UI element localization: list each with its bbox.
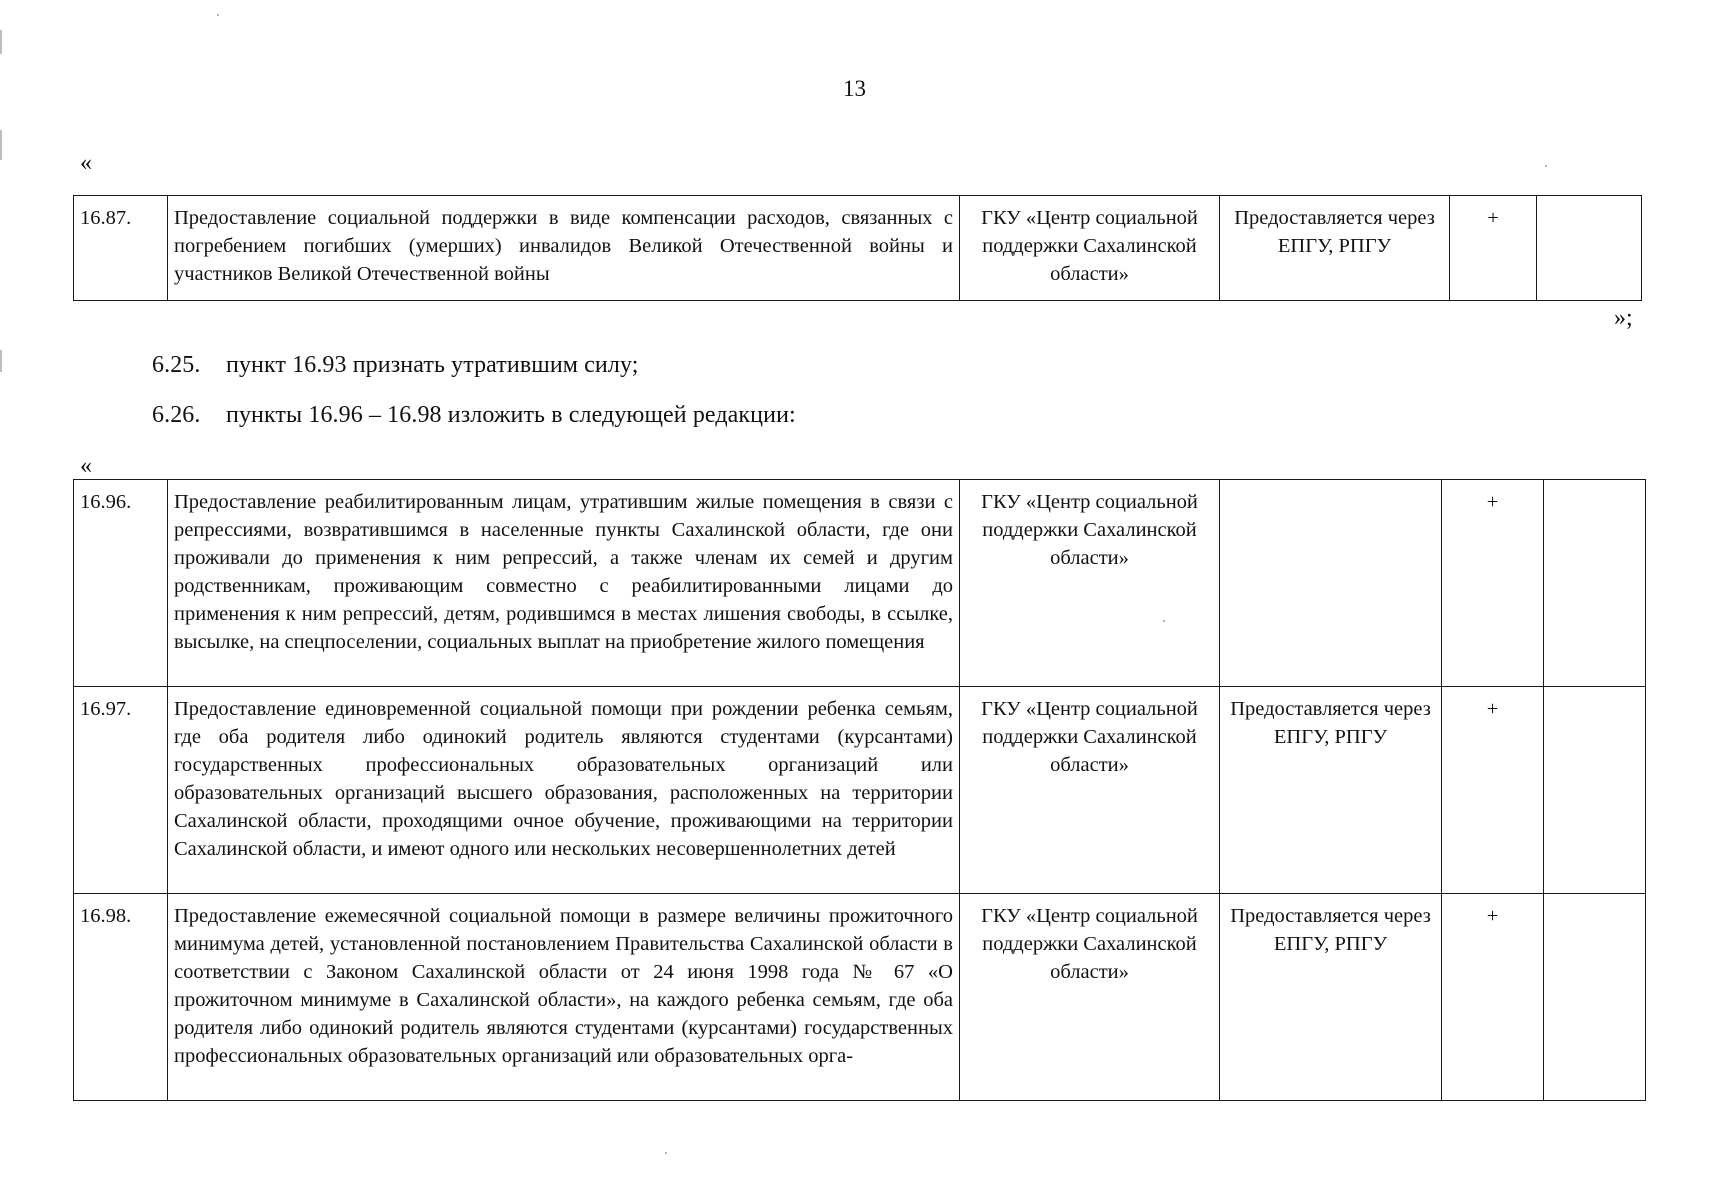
service-name: Предоставление социальной поддержки в виде компенсации расходов, связанных с погребением погибших (умерших) инвалидов Великой Отечественной войны и участников Великой Отечественной войны: [168, 196, 960, 301]
table-row: [74, 687, 1646, 894]
paragraph: [152, 352, 639, 379]
paragraph-text: пункты 16.96 – 16.98 изложить в следующей редакции:: [226, 402, 796, 428]
service-name: Предоставление единовременной социальной помощи при рождении ребенка семьям, где оба родителя либо одинокий родитель являются студентами (курсантами) государственных профессиональных образовательных организаций или образовательных организаций высшего образования, расположенных на территории Сахалинской области, проходящими очное обучение, проживающими на территории Сахалинской области, и имеют одного или нескольких несовершеннолетних детей: [168, 687, 960, 894]
paragraph-number: 6.26.: [152, 402, 201, 428]
availability-mark: +: [1450, 196, 1537, 301]
service-name: Предоставление ежемесячной социальной помощи в размере величины прожиточного минимума детей, установленной постановлением Правительства Сахалинской области в соответствии с Законом Сахалинской области от 24 июня 1998 года № 67 «О прожиточном минимуме в Сахалинской области», на каждого ребенка семьям, где оба родителя либо одинокий родитель являются студентами (курсантами) государственных профессиональных образовательных организаций или образовательных орга-: [168, 894, 960, 1101]
row-number: 16.98.: [74, 894, 168, 1101]
row-number: 16.96.: [74, 480, 168, 687]
close-quote: »;: [1614, 305, 1633, 331]
scan-edge-mark: [0, 30, 2, 54]
empty-cell: [1537, 196, 1642, 301]
availability-mark: +: [1442, 687, 1544, 894]
scan-edge-mark: [0, 350, 2, 372]
scan-speck: [1545, 165, 1547, 167]
paragraph: [152, 402, 796, 429]
service-organization: ГКУ «Центр социальной поддержки Сахалинской области»: [960, 687, 1220, 894]
scan-speck: [217, 14, 219, 16]
portal-availability: Предоставляется через ЕПГУ, РПГУ: [1220, 687, 1442, 894]
portal-availability: [1220, 480, 1442, 687]
scan-speck: [665, 1152, 667, 1154]
portal-availability: Предоставляется через ЕПГУ, РПГУ: [1220, 894, 1442, 1101]
table-row: [74, 196, 1642, 301]
availability-mark: +: [1442, 894, 1544, 1101]
services-table-1: [73, 195, 1642, 301]
row-number: 16.87.: [74, 196, 168, 301]
table-row: [74, 894, 1646, 1101]
open-quote: «: [80, 150, 92, 176]
row-number: 16.97.: [74, 687, 168, 894]
service-organization: ГКУ «Центр социальной поддержки Сахалинской области»: [960, 480, 1220, 687]
empty-cell: [1544, 480, 1646, 687]
scan-edge-mark: [0, 130, 2, 160]
availability-mark: +: [1442, 480, 1544, 687]
empty-cell: [1544, 894, 1646, 1101]
empty-cell: [1544, 687, 1646, 894]
table-row: [74, 480, 1646, 687]
open-quote: «: [80, 453, 92, 479]
portal-availability: Предоставляется через ЕПГУ, РПГУ: [1220, 196, 1450, 301]
service-organization: ГКУ «Центр социальной поддержки Сахалинской области»: [960, 196, 1220, 301]
service-organization: ГКУ «Центр социальной поддержки Сахалинской области»: [960, 894, 1220, 1101]
paragraph-number: 6.25.: [152, 352, 201, 378]
page-number: 13: [843, 76, 866, 101]
service-name: Предоставление реабилитированным лицам, утратившим жилые помещения в связи с репрессиями, возвратившимся в населенные пункты Сахалинской области, где они проживали до применения к ним репрессий, а также членам их семей и другим родственникам, проживающим совместно с реабилитированными лицами до применения к ним репрессий, детям, родившимся в местах лишения свободы, в ссылке, высылке, на спецпоселении, социальных выплат на приобретение жилого помещения: [168, 480, 960, 687]
paragraph-text: пункт 16.93 признать утратившим силу;: [226, 352, 639, 378]
services-table-2: [73, 479, 1646, 1101]
